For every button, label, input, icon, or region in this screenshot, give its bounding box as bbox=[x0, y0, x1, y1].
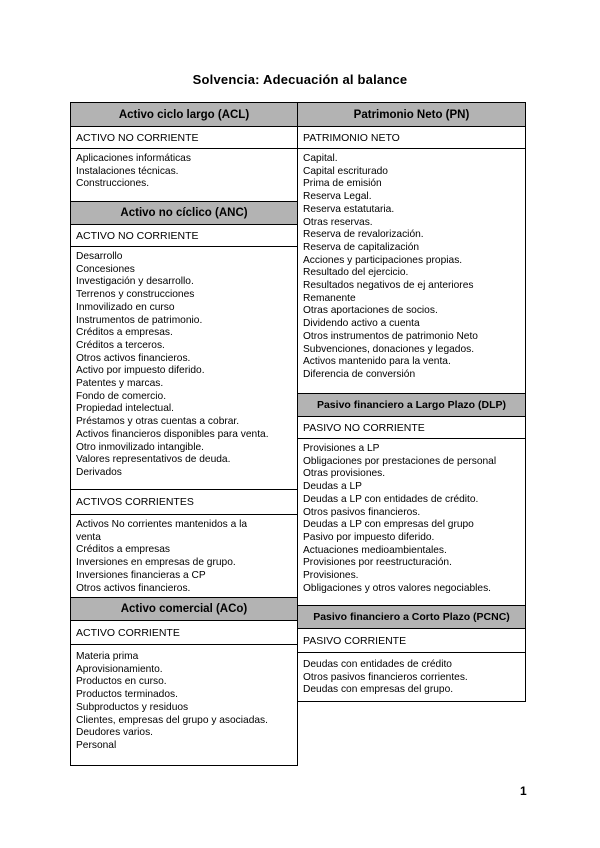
list-item: Inversiones en empresas de grupo. bbox=[76, 557, 236, 569]
list-item: Propiedad intelectual. bbox=[76, 403, 174, 415]
list-item: Reserva de revalorización. bbox=[303, 229, 424, 241]
list-item: Créditos a empresas bbox=[76, 544, 170, 556]
liabilities-column bbox=[297, 102, 526, 702]
aco-header: Activo comercial (ACo) bbox=[71, 597, 297, 621]
list-item: Clientes, empresas del grupo y asociadas. bbox=[76, 714, 268, 726]
list-item: Provisiones. bbox=[303, 570, 359, 582]
pcnc-subheader: PASIVO CORRIENTE bbox=[298, 629, 525, 653]
list-item: Préstamos y otras cuentas a cobrar. bbox=[76, 416, 240, 428]
list-item: Resultados negativos de ej anteriores bbox=[303, 280, 474, 292]
list-item: Provisiones por reestructuración. bbox=[303, 557, 452, 569]
list-item: Otros pasivos financieros. bbox=[303, 506, 421, 518]
list-item: Desarrollo bbox=[76, 251, 123, 262]
list-item: Otras provisiones. bbox=[303, 468, 386, 480]
list-item: Deudas a LP con empresas del grupo bbox=[303, 519, 474, 531]
anc-current-subheader: ACTIVOS CORRIENTES bbox=[71, 489, 297, 515]
list-item: Materia prima bbox=[76, 651, 139, 662]
list-item: Créditos a empresas. bbox=[76, 327, 173, 339]
list-item: Otros activos financieros. bbox=[76, 582, 191, 594]
list-item: Instrumentos de patrimonio. bbox=[76, 314, 203, 326]
list-item: Otras aportaciones de socios. bbox=[303, 305, 438, 317]
list-item: Reserva de capitalización bbox=[303, 241, 420, 253]
list-item: venta bbox=[76, 531, 101, 543]
list-item: Otros activos financieros. bbox=[76, 352, 191, 364]
list-item: Créditos a terceros. bbox=[76, 339, 165, 351]
dlp-header: Pasivo financiero a Largo Plazo (DLP) bbox=[298, 393, 525, 417]
list-item: Prima de emisión bbox=[303, 178, 382, 190]
list-item: Derivados bbox=[76, 466, 122, 478]
acl-header: Activo ciclo largo (ACL) bbox=[71, 103, 297, 127]
list-item: Activos No corrientes mantenidos a la bbox=[76, 519, 248, 530]
aco-items bbox=[71, 645, 297, 763]
list-item: Productos en curso. bbox=[76, 676, 167, 688]
list-item: Investigación y desarrollo. bbox=[76, 276, 194, 288]
page-number: 1 bbox=[520, 784, 527, 798]
aco-subheader: ACTIVO CORRIENTE bbox=[71, 621, 297, 645]
list-item: Remanente bbox=[303, 292, 356, 304]
list-item: Deudas a LP con entidades de crédito. bbox=[303, 493, 479, 505]
anc-subheader: ACTIVO NO CORRIENTE bbox=[71, 225, 297, 247]
list-item: Obligaciones por prestaciones de personal bbox=[303, 455, 497, 467]
list-item: Otras reservas. bbox=[303, 216, 373, 228]
list-item: Reserva Legal. bbox=[303, 191, 372, 203]
list-item: Deudas con entidades de crédito bbox=[303, 659, 452, 670]
pcnc-items bbox=[298, 653, 525, 701]
list-item: Activo por impuesto diferido. bbox=[76, 365, 205, 377]
list-item: Concesiones bbox=[76, 263, 135, 275]
pn-subheader: PATRIMONIO NETO bbox=[298, 127, 525, 149]
list-item: Resultado del ejercicio. bbox=[303, 267, 409, 279]
list-item: Acciones y participaciones propias. bbox=[303, 254, 463, 266]
list-item: Deudores varios. bbox=[76, 727, 154, 739]
list-item: Subvenciones, donaciones y legados. bbox=[303, 343, 475, 355]
dlp-items bbox=[298, 439, 525, 605]
acl-items bbox=[71, 149, 297, 201]
acl-subheader: ACTIVO NO CORRIENTE bbox=[71, 127, 297, 149]
list-item: Valores representativos de deuda. bbox=[76, 454, 231, 466]
list-item: Dividendo activo a cuenta bbox=[303, 318, 420, 330]
anc-current-items bbox=[71, 515, 297, 597]
pn-header: Patrimonio Neto (PN) bbox=[298, 103, 525, 127]
pn-items bbox=[298, 149, 525, 393]
list-item: Activos mantenido para la venta. bbox=[303, 356, 451, 368]
list-item: Obligaciones y otros valores negociables. bbox=[303, 582, 492, 594]
list-item: Reserva estatutaria. bbox=[303, 203, 395, 215]
list-item: Otros instrumentos de patrimonio Neto bbox=[303, 330, 478, 342]
list-item: Diferencia de conversión bbox=[303, 368, 416, 380]
anc-items bbox=[71, 247, 297, 489]
list-item: Personal bbox=[76, 739, 117, 751]
list-item: Inmovilizado en curso bbox=[76, 301, 175, 313]
list-item: Activos financieros disponibles para venta. bbox=[76, 428, 269, 440]
list-item: Capital escriturado bbox=[303, 165, 388, 177]
list-item: Aplicaciones informáticas bbox=[76, 153, 191, 164]
list-item: Pasivo por impuesto diferido. bbox=[303, 531, 435, 543]
list-item: Otro inmovilizado intangible. bbox=[76, 441, 204, 453]
list-item: Terrenos y construcciones bbox=[76, 289, 195, 301]
list-item: Instalaciones técnicas. bbox=[76, 165, 179, 177]
list-item: Deudas a LP bbox=[303, 481, 362, 493]
list-item: Productos terminados. bbox=[76, 689, 178, 701]
page-title: Solvencia: Adecuación al balance bbox=[192, 72, 408, 87]
list-item: Inversiones financieras a CP bbox=[76, 569, 206, 581]
list-item: Patentes y marcas. bbox=[76, 378, 164, 390]
list-item: Otros pasivos financieros corrientes. bbox=[303, 671, 468, 683]
list-item: Capital. bbox=[303, 153, 338, 164]
list-item: Actuaciones medioambientales. bbox=[303, 544, 447, 556]
assets-column bbox=[70, 102, 298, 766]
list-item: Subproductos y residuos bbox=[76, 701, 189, 713]
list-item: Deudas con empresas del grupo. bbox=[303, 684, 454, 696]
pcnc-header: Pasivo financiero a Corto Plazo (PCNC) bbox=[298, 605, 525, 629]
dlp-subheader: PASIVO NO CORRIENTE bbox=[298, 417, 525, 439]
list-item: Aprovisionamiento. bbox=[76, 663, 163, 675]
anc-header: Activo no cíclico (ANC) bbox=[71, 201, 297, 225]
list-item: Construcciones. bbox=[76, 178, 150, 190]
list-item: Fondo de comercio. bbox=[76, 390, 167, 402]
list-item: Provisiones a LP bbox=[303, 443, 380, 454]
